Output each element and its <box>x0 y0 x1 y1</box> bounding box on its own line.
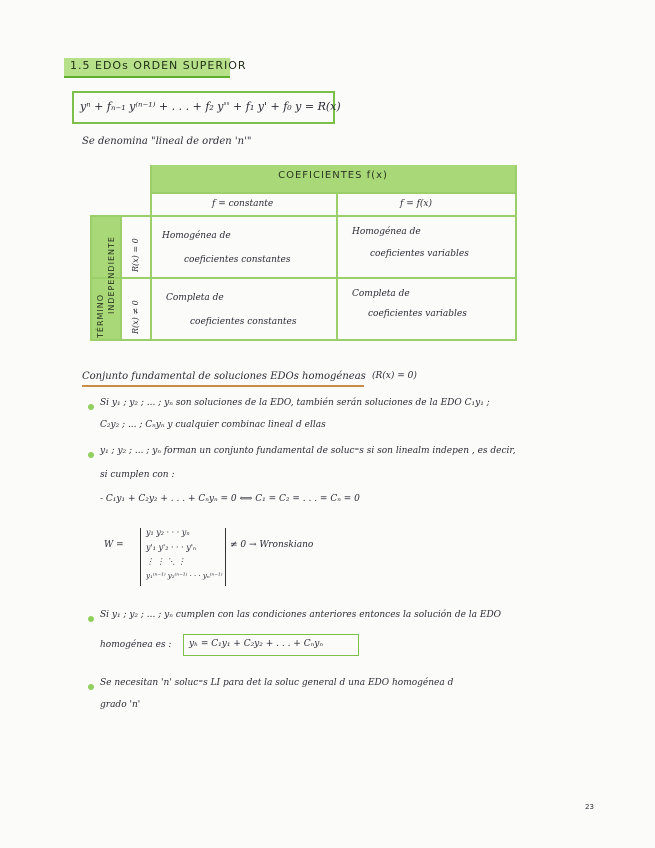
cell-r1c1-line1: Homogénea de <box>162 231 231 241</box>
side-label-independiente: INDEPENDIENTE <box>107 236 116 314</box>
matrix-row-4: y₁⁽ⁿ⁻¹⁾ y₂⁽ⁿ⁻¹⁾ · · · yₙ⁽ⁿ⁻¹⁾ <box>146 572 223 580</box>
table-header: COEFICIENTES f(x) <box>278 170 388 181</box>
wronskian-note: ≠ 0 → Wronskiano <box>230 540 314 550</box>
table-line <box>90 277 516 279</box>
cell-r2c1-line1: Completa de <box>166 293 224 303</box>
bullet-1-line-2: C₂y₂ ; ... ; Cₙyₙ y cualquier combinac lineal d ellas <box>100 420 326 430</box>
bullet-1 <box>88 404 94 410</box>
side-label-termino: TÉRMINO <box>96 293 105 338</box>
row-label-homogeneous: R(x) = 0 <box>131 238 140 272</box>
table-line <box>90 215 516 217</box>
cell-r1c2-line1: Homogénea de <box>352 227 421 237</box>
homogeneous-solution: yₕ = C₁y₁ + C₂y₂ + . . . + Cₙyₙ <box>189 639 323 649</box>
matrix-row-2: y'₁ y'₂ · · · y'ₙ <box>146 543 197 552</box>
table-line <box>150 192 516 194</box>
cell-r2c2-line2: coeficientes variables <box>368 309 467 319</box>
section-title: Conjunto fundamental de soluciones EDOs homogéneas <box>82 371 366 382</box>
cell-r2c2-line1: Completa de <box>352 289 410 299</box>
matrix-row-1: y₁ y₂ · · · yₙ <box>146 528 190 537</box>
page-number: 23 <box>585 803 594 811</box>
col-label-variable: f = f(x) <box>400 199 433 209</box>
row-label-complete: R(x) ≠ 0 <box>131 300 140 334</box>
bullet-1-line-1: Si y₁ ; y₂ ; ... ; yₙ son soluciones de la EDO, también serán soluciones de la EDO C₁y₁ ; <box>100 398 490 408</box>
table-line <box>90 215 92 341</box>
bullet-4-line-1: Se necesitan 'n' soluc⁼s LI para det la soluc general d una EDO homogénea d <box>100 678 454 688</box>
bullet-4-line-2: grado 'n' <box>100 700 141 710</box>
cell-r2c1-line2: coeficientes constantes <box>190 317 297 327</box>
cell-r1c1-line2: coeficientes constantes <box>184 255 291 265</box>
table-line <box>120 215 122 341</box>
bullet-3-line-1: Si y₁ ; y₂ ; ... ; yₙ cumplen con las condiciones anteriores entonces la solución de la EDO <box>100 610 502 620</box>
bullet-3-line-2: homogénea es : <box>100 640 172 650</box>
intro-text: Se denomina "lineal de orden 'n'" <box>82 136 252 147</box>
section-condition: (R(x) = 0) <box>372 371 417 381</box>
matrix-row-3: ⋮ ⋮ ⋱ ⋮ <box>146 557 186 566</box>
wronskian-label: W = <box>104 540 124 550</box>
cell-r1c2-line2: coeficientes variables <box>370 249 469 259</box>
section-underline <box>82 385 364 387</box>
bullet-3 <box>88 616 94 622</box>
bullet-2-line-1: y₁ ; y₂ ; ... ; yₙ forman un conjunto fundamental de soluc⁼s si son linealm indepen , es decir, <box>100 446 516 456</box>
bullet-4 <box>88 684 94 690</box>
bullet-2-line-3: - C₁y₁ + C₂y₂ + . . . + Cₙyₙ = 0 ⟺ C₁ = C₂ = . . . = Cₙ = 0 <box>100 494 360 504</box>
general-equation: yⁿ + fₙ₋₁ y⁽ⁿ⁻¹⁾ + . . . + f₂ y'' + f₁ y' + f₀ y = R(x) <box>80 100 341 113</box>
page-title: 1.5 EDOs ORDEN SUPERIOR <box>70 59 247 72</box>
bullet-2 <box>88 452 94 458</box>
col-label-constant: f = constante <box>212 199 274 209</box>
bullet-2-line-2: si cumplen con : <box>100 470 175 480</box>
table-line <box>90 339 516 341</box>
